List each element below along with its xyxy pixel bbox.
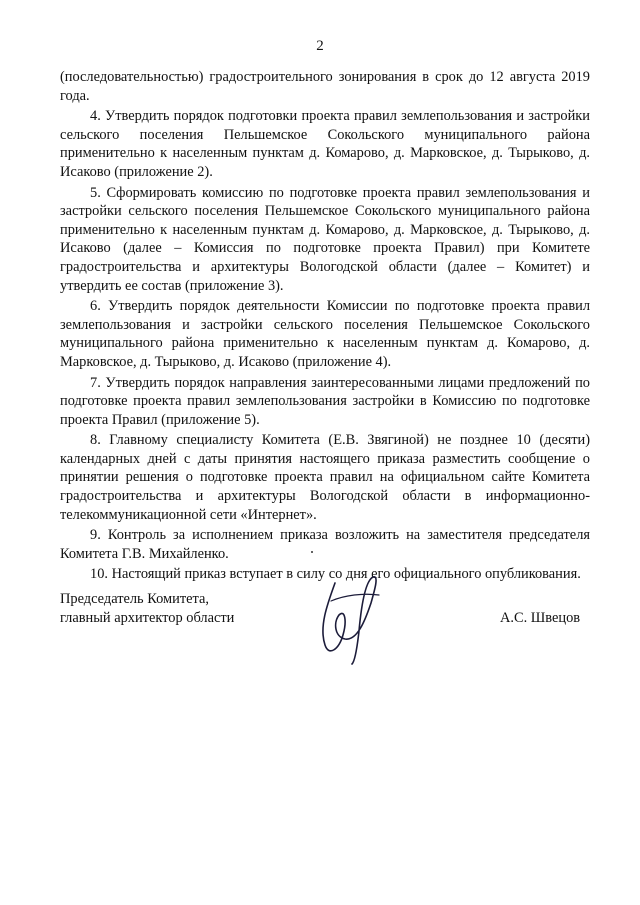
paragraph-item-5: 5. Сформировать комиссию по подготовке проекта правил землепользования и застройки сельского поселения Пельшемское Сокольского муниципального района применительно к населенным пунктам д. Комарово, д. Марковское, д. Тырыково, д. Исаково (далее – Комиссия по подготовке проекта Правил) при Комитете градостроительства и архитектуры Вологодской области (далее – Комитет) и утвердить ее состав (приложение 3). (60, 184, 590, 294)
position-line-2: главный архитектор области (60, 610, 235, 626)
document-body (60, 68, 590, 586)
paragraph-item-10: 10. Настоящий приказ вступает в силу со дня его официального опубликования. (90, 566, 581, 583)
signatory-name: А.С. Швецов (500, 610, 581, 626)
paragraph-item-9: 9. Контроль за исполнением приказа возложить на заместителя председателя Комитета Г.В. Михайленко. (60, 527, 590, 562)
paragraph-item-6: 6. Утвердить порядок деятельности Комиссии по подготовке проекта правил землепользования и застройки сельского поселения Пельшемское Сокольского муниципального района применительно к населенным пунктам д. Комарово, д. Марковское, д. Тырыково, д. Исаково (приложение 4). (60, 298, 590, 370)
stray-mark (311, 551, 313, 553)
signatory-position (60, 590, 234, 628)
paragraph-item-4: 4. Утвердить порядок подготовки проекта правил землепользования и застройки сельского поселения Пельшемское Сокольского муниципального района применительно к населенным пунктам д. Комарово, д. Марковское, д. Тырыково, д. Исаково (приложение 2). (60, 108, 590, 180)
paragraph-item-8: 8. Главному специалисту Комитета (Е.В. Звягиной) не позднее 10 (десяти) календарных дней с даты принятия настоящего приказа разместить сообщение о принятии решения о подготовке проекта правил на официальном сайте Комитета градостроительства и архитектуры Вологодской области в информационно-телекоммуникационной сети «Интернет». (60, 432, 590, 523)
paragraph-item-7: 7. Утвердить порядок направления заинтересованными лицами предложений по подготовке проекта правил землепользования застройки в Комиссию по подготовке проекта Правил (приложение 5). (60, 374, 590, 428)
page-number: 2 (316, 38, 324, 54)
handwritten-signature (305, 565, 400, 665)
position-line-1: Председатель Комитета, (60, 591, 209, 607)
paragraph-continuation: (последовательностью) градостроительного зонирования в срок до 12 августа 2019 года. (60, 69, 590, 104)
